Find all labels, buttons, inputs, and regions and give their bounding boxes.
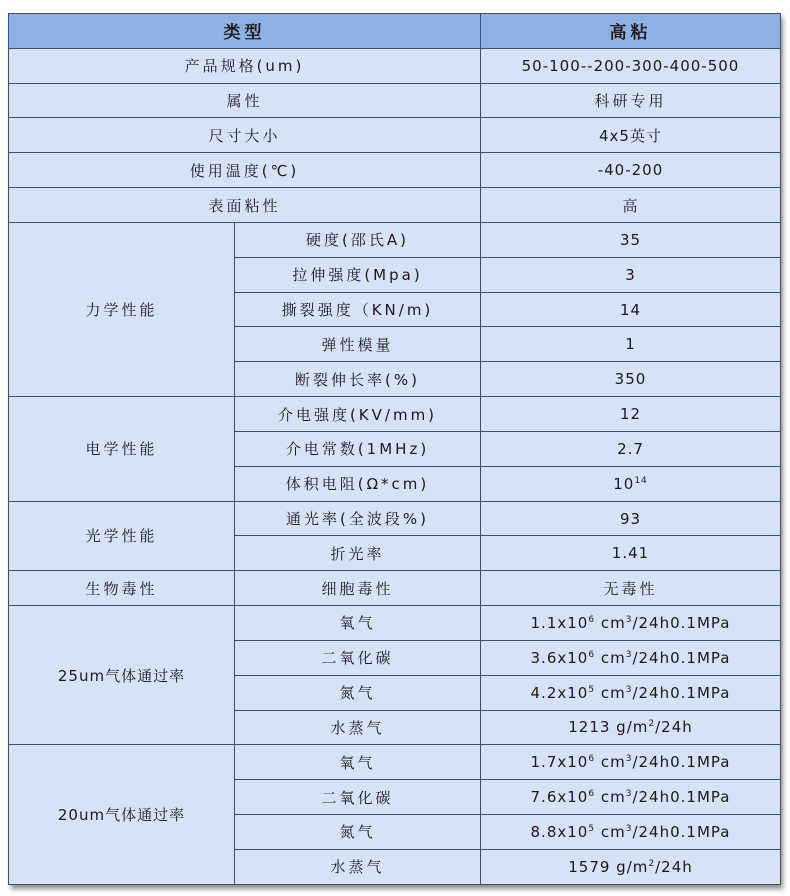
- unit-exponent: 3: [625, 823, 633, 834]
- unit-suffix: /24h0.1MPa: [632, 613, 731, 632]
- value-base: 10: [613, 474, 635, 493]
- row-label: 撕裂强度（KN/m): [235, 292, 481, 327]
- group-label-gas25: 25um气体通过率: [9, 606, 235, 745]
- table-row: [9, 501, 781, 536]
- table-row: [9, 606, 781, 641]
- row-value: 1.41: [481, 536, 781, 571]
- row-label: 介电常数(1MHz): [235, 431, 481, 466]
- row-value: [481, 745, 781, 780]
- value-mantissa: 3.6x10: [530, 648, 589, 667]
- unit-exponent: 3: [625, 789, 633, 800]
- unit-prefix: /24h: [655, 857, 693, 876]
- unit-suffix: /24h0.1MPa: [632, 753, 731, 772]
- row-value: [481, 849, 781, 884]
- group-label-optical: 光学性能: [9, 501, 235, 571]
- row-label: 水蒸气: [235, 849, 481, 884]
- unit-exponent: 3: [625, 649, 633, 660]
- value-exponent: 5: [588, 684, 596, 695]
- row-label: 尺寸大小: [9, 118, 481, 153]
- row-value: 12: [481, 397, 781, 432]
- row-label: 细胞毒性: [235, 571, 481, 606]
- row-value: [481, 640, 781, 675]
- row-label: 弹性模量: [235, 327, 481, 362]
- row-label: 属性: [9, 83, 481, 118]
- unit-prefix: cm: [595, 613, 626, 632]
- spec-table-frame: [8, 13, 780, 885]
- row-label: 氮气: [235, 675, 481, 710]
- row-label: 断裂伸长率(%): [235, 362, 481, 397]
- row-value: 350: [481, 362, 781, 397]
- unit-prefix: cm: [595, 753, 626, 772]
- row-value: [481, 675, 781, 710]
- unit-suffix: /24h0.1MPa: [632, 648, 731, 667]
- row-label: 氮气: [235, 815, 481, 850]
- value-mantissa: 1579 g/m: [568, 857, 649, 876]
- row-value: 1: [481, 327, 781, 362]
- row-label: 拉伸强度(Mpa): [235, 257, 481, 292]
- row-label: 氧气: [235, 606, 481, 641]
- row-label: 体积电阻(Ω*cm): [235, 466, 481, 501]
- group-label-bio: 生物毒性: [9, 571, 235, 606]
- row-value: 35: [481, 222, 781, 257]
- row-value: 50-100--200-300-400-500: [481, 48, 781, 83]
- unit-suffix: /24h0.1MPa: [632, 683, 731, 702]
- value-mantissa: 1213 g/m: [568, 718, 649, 737]
- unit-prefix: cm: [595, 788, 626, 807]
- table-row: [9, 571, 781, 606]
- value-exponent: 14: [634, 475, 648, 486]
- header-high-tack: 高粘: [481, 14, 781, 49]
- row-value: 无毒性: [481, 571, 781, 606]
- table-row: [9, 48, 781, 83]
- value-exponent: 6: [588, 649, 596, 660]
- unit-exponent: 3: [625, 684, 633, 695]
- row-label: 通光率(全波段%): [235, 501, 481, 536]
- row-value: [481, 710, 781, 745]
- row-label: 表面粘性: [9, 188, 481, 223]
- header-type: 类型: [9, 14, 481, 49]
- table-row: [9, 222, 781, 257]
- row-value: [481, 780, 781, 815]
- value-mantissa: 7.6x10: [530, 788, 589, 807]
- row-value: 14: [481, 292, 781, 327]
- unit-suffix: /24h0.1MPa: [632, 788, 731, 807]
- value-mantissa: 1.1x10: [530, 613, 589, 632]
- table-row: [9, 118, 781, 153]
- value-exponent: 6: [588, 754, 596, 765]
- value-exponent: 2: [648, 858, 656, 869]
- row-label: 氧气: [235, 745, 481, 780]
- table-row: [9, 188, 781, 223]
- row-value: [481, 606, 781, 641]
- row-label: 二氧化碳: [235, 640, 481, 675]
- row-value: 3: [481, 257, 781, 292]
- table-row: [9, 397, 781, 432]
- row-label: 介电强度(KV/mm): [235, 397, 481, 432]
- row-label: 硬度(邵氏A): [235, 222, 481, 257]
- value-exponent: 6: [588, 789, 596, 800]
- unit-prefix: cm: [595, 683, 626, 702]
- value-exponent: 6: [588, 614, 596, 625]
- table-row: [9, 83, 781, 118]
- group-label-electrical: 电学性能: [9, 397, 235, 501]
- row-label: 使用温度(℃): [9, 153, 481, 188]
- unit-suffix: /24h0.1MPa: [632, 822, 731, 841]
- unit-exponent: 3: [625, 754, 633, 765]
- row-label: 二氧化碳: [235, 780, 481, 815]
- table-row: [9, 153, 781, 188]
- row-value: -40-200: [481, 153, 781, 188]
- group-label-mechanical: 力学性能: [9, 222, 235, 396]
- row-value: 4x5英寸: [481, 118, 781, 153]
- row-value: 2.7: [481, 431, 781, 466]
- value-exponent: 5: [588, 823, 596, 834]
- value-mantissa: 4.2x10: [530, 683, 589, 702]
- header-row: [9, 14, 781, 49]
- group-label-gas20: 20um气体通过率: [9, 745, 235, 885]
- unit-exponent: 3: [625, 614, 633, 625]
- row-label: 产品规格(um): [9, 48, 481, 83]
- row-value: 科研专用: [481, 83, 781, 118]
- row-value: 高: [481, 188, 781, 223]
- table-row: [9, 745, 781, 780]
- unit-prefix: cm: [595, 648, 626, 667]
- value-mantissa: 1.7x10: [530, 753, 589, 772]
- unit-prefix: /24h: [655, 718, 693, 737]
- row-value: [481, 466, 781, 501]
- value-mantissa: 8.8x10: [530, 822, 589, 841]
- value-exponent: 2: [648, 719, 656, 730]
- unit-prefix: cm: [595, 822, 626, 841]
- row-label: 水蒸气: [235, 710, 481, 745]
- row-label: 折光率: [235, 536, 481, 571]
- spec-table: [8, 13, 781, 885]
- row-value: [481, 815, 781, 850]
- row-value: 93: [481, 501, 781, 536]
